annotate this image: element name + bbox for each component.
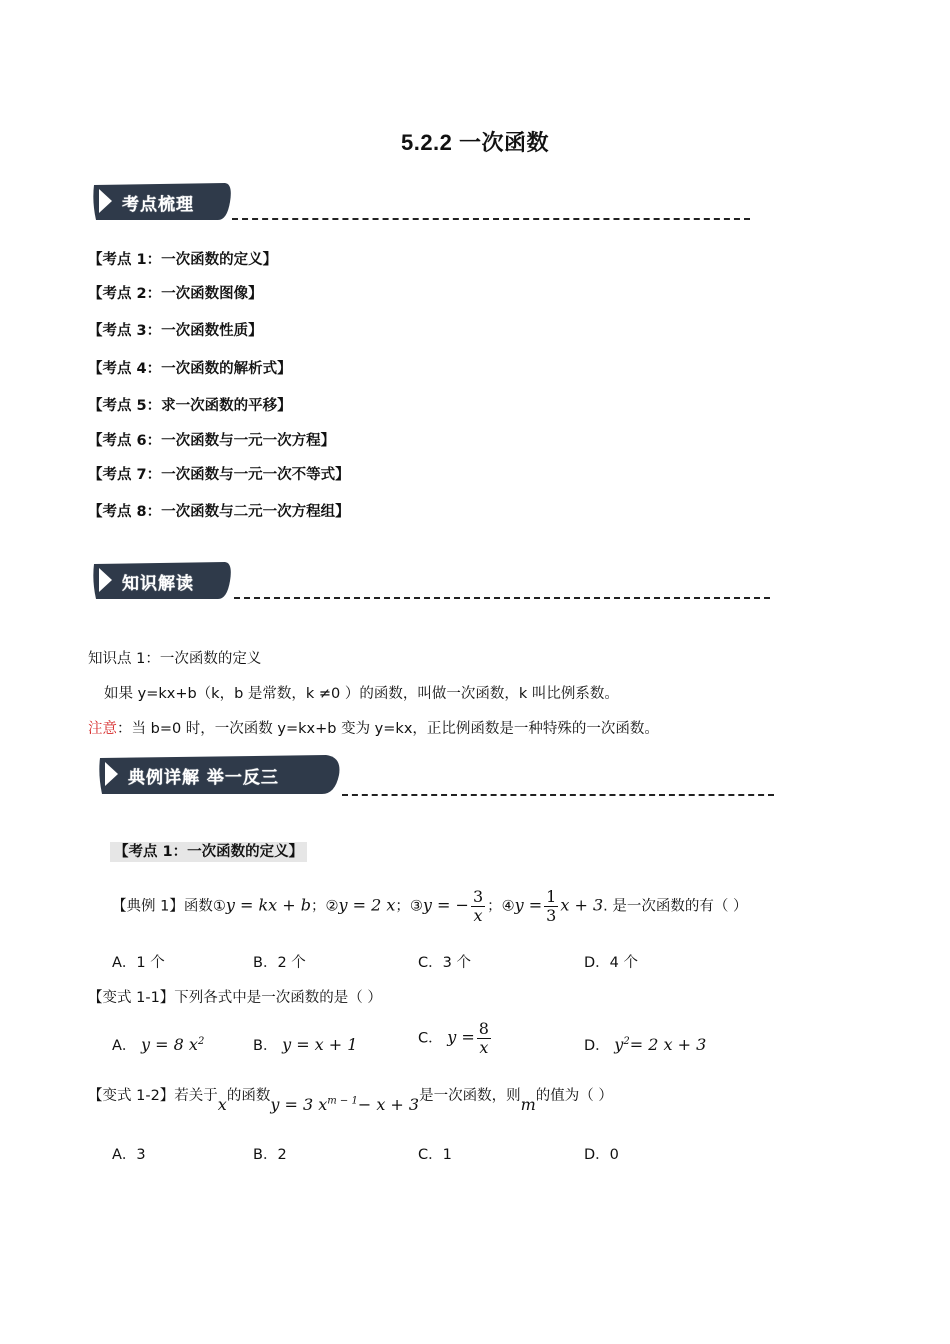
sep: ；③	[395, 898, 423, 915]
formula-prefix: y = 3 x	[270, 1095, 328, 1114]
option-label: D．	[584, 1038, 610, 1054]
knowledge-definition: 如果 y=kx+b（k，b 是常数，k ≠0 ）的函数，叫做一次函数，k 叫比例系数。	[104, 686, 619, 702]
knowledge-note	[88, 717, 659, 738]
option-formula-suffix: = 2 x + 3	[629, 1035, 707, 1054]
denominator: x	[473, 906, 483, 925]
option-label: C．	[418, 1030, 443, 1047]
banner-kaodian-shuli	[90, 182, 235, 222]
banner-label: 典例详解 举一反三	[128, 768, 279, 788]
formula-4-prefix: y =	[514, 895, 543, 915]
divider	[342, 794, 774, 796]
variant-formula	[270, 1095, 419, 1114]
variant-text: 是一次函数，则	[419, 1088, 521, 1104]
numerator: 1	[546, 887, 557, 906]
superscript: 2	[197, 1036, 205, 1048]
option-formula: y = x + 1	[282, 1035, 358, 1054]
fraction	[477, 1020, 491, 1057]
variant-text: 若关于	[174, 1088, 218, 1104]
kaodian-6: 【考点 6：一次函数与一元一次方程】	[88, 433, 336, 449]
option-c: C．3 个	[418, 955, 471, 971]
numerator: 8	[478, 1019, 489, 1038]
variant-text: 下列各式中是一次函数的是（ ）	[174, 990, 382, 1006]
variant1-option-c	[418, 1020, 493, 1057]
kaodian-4: 【考点 4：一次函数的解析式】	[88, 361, 292, 377]
denominator: x	[479, 1038, 489, 1057]
divider	[232, 218, 750, 220]
option-label: B．	[253, 1038, 278, 1054]
banner-dianli-xiangjie	[96, 754, 346, 794]
variant-label: 【变式 1-1】	[88, 990, 175, 1006]
formula-1: y = kx + b	[225, 895, 311, 915]
variant-label: 【变式 1-2】	[88, 1088, 175, 1104]
variant-1-2	[88, 1084, 613, 1114]
superscript: m − 1	[327, 1095, 358, 1107]
option-formula: y	[614, 1035, 624, 1054]
banner-zhishi-jiedu	[90, 561, 235, 601]
variant1-option-d	[584, 1034, 706, 1055]
kaodian-2: 【考点 2：一次函数图像】	[88, 286, 263, 302]
option-d: D．4 个	[584, 955, 638, 971]
variable-x: x	[217, 1095, 227, 1114]
option-a: A．1 个	[112, 955, 165, 971]
example-tail: . 是一次函数的有（ ）	[603, 898, 748, 915]
example-label: 【典例 1】	[112, 898, 184, 915]
option-formula: y =	[447, 1027, 475, 1047]
variant2-option-d: D．0	[584, 1147, 619, 1163]
superscript: 2	[623, 1036, 630, 1048]
kaodian-5: 【考点 5：求一次函数的平移】	[88, 398, 292, 414]
kaodian-1: 【考点 1：一次函数的定义】	[88, 252, 278, 268]
page-title: 5.2.2 一次函数	[400, 130, 550, 155]
variant2-option-b: B．2	[253, 1147, 287, 1163]
knowledge-heading: 知识点 1：一次函数的定义	[88, 651, 262, 667]
variable-m: m	[520, 1095, 536, 1114]
formula-4-suffix: x + 3	[560, 895, 604, 915]
variant1-option-a	[112, 1034, 204, 1055]
option-b: B．2 个	[253, 955, 306, 971]
divider	[234, 597, 770, 599]
example-1	[112, 888, 747, 925]
note-text: ：当 b=0 时，一次函数 y=kx+b 变为 y=kx，正比例函数是一种特殊的一次函数。	[117, 721, 659, 737]
section-tag	[110, 840, 307, 861]
example-lead: 函数①	[183, 898, 226, 915]
denominator: 3	[546, 906, 557, 925]
variant-1-1	[88, 986, 382, 1007]
numerator: 3	[472, 887, 484, 906]
sep: ；②	[311, 898, 339, 915]
variant-text: 的函数	[226, 1088, 271, 1104]
variant2-option-a: A．3	[112, 1147, 146, 1163]
banner-label: 考点梳理	[122, 195, 194, 215]
variant2-option-c: C．1	[418, 1147, 452, 1163]
kaodian-7: 【考点 7：一次函数与一元一次不等式】	[88, 467, 350, 483]
kaodian-3: 【考点 3：一次函数性质】	[88, 323, 263, 339]
sep: ；④	[487, 898, 515, 915]
option-formula: y = 8 x	[141, 1035, 198, 1054]
variant-text: 的值为（ ）	[535, 1088, 613, 1104]
fraction	[544, 888, 558, 925]
section-tag-label: 【考点 1：一次函数的定义】	[110, 842, 307, 862]
formula-2: y = 2 x	[338, 895, 396, 915]
option-label: A．	[112, 1038, 137, 1054]
note-label: 注意	[88, 721, 117, 737]
kaodian-8: 【考点 8：一次函数与二元一次方程组】	[88, 504, 350, 520]
fraction	[471, 888, 485, 925]
variant1-option-b	[253, 1034, 357, 1055]
banner-label: 知识解读	[122, 574, 194, 594]
formula-3-prefix: y = −	[422, 895, 469, 915]
formula-suffix: − x + 3	[357, 1095, 420, 1114]
